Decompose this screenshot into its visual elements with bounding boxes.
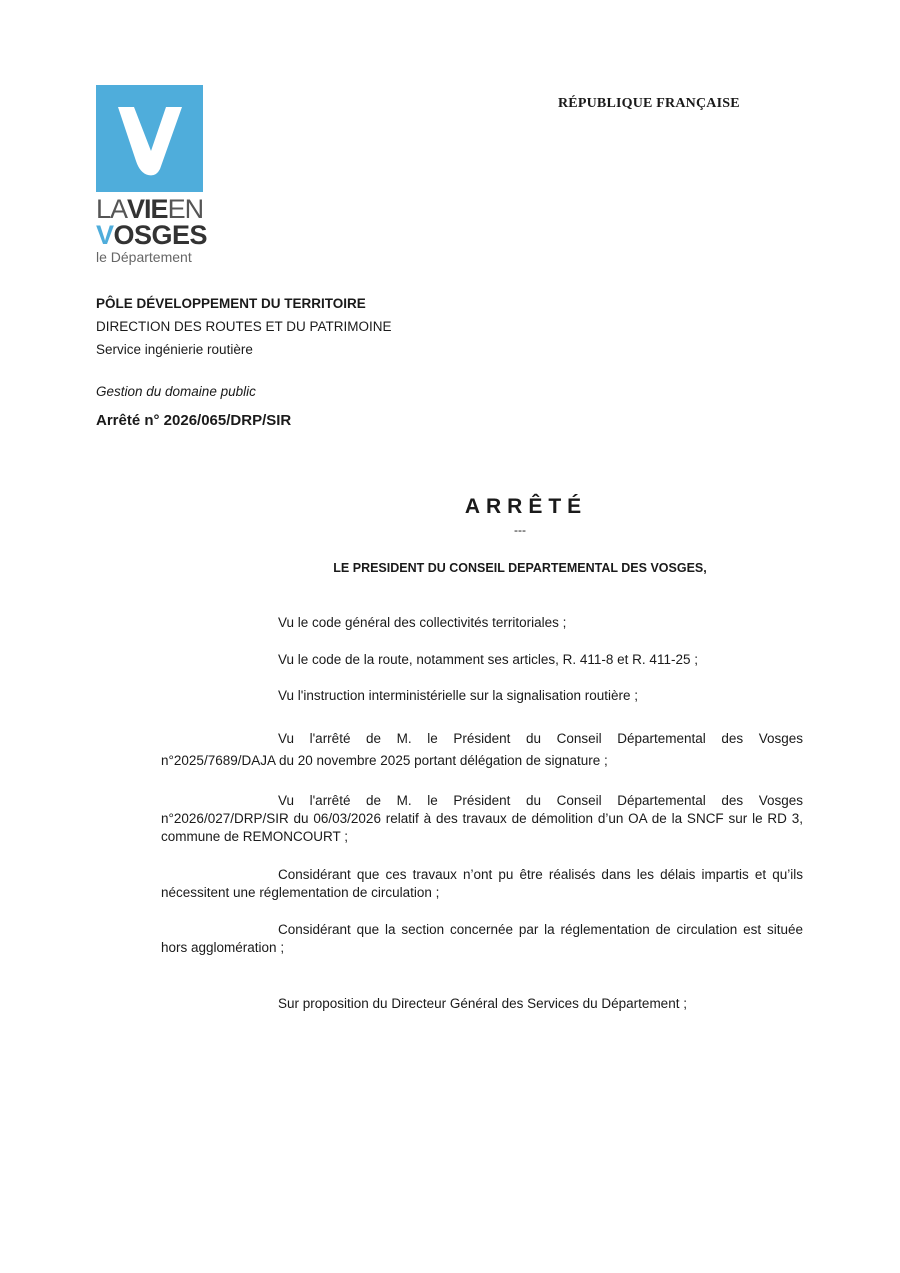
service-name: Service ingénierie routière	[96, 342, 253, 357]
visa-paragraph: Vu l'arrêté de M. le Président du Conseil Départemental des Vosges n°2025/7689/DAJA du 20 novembre 2025 portant délégation de signature ;	[161, 731, 803, 768]
visa-paragraph: Vu l'instruction interministérielle sur la signalisation routière ;	[278, 688, 638, 703]
logo-subtitle: le Département	[96, 249, 192, 265]
logo-v-icon	[96, 85, 203, 192]
title-separator: ---	[514, 523, 526, 537]
logo-text-line2: VOSGES	[96, 220, 208, 250]
issuer-line: LE PRESIDENT DU CONSEIL DEPARTEMENTAL DES VOSGES,	[333, 561, 707, 575]
logo-text-line1: LAVIEEN	[96, 194, 204, 224]
subject-category: Gestion du domaine public	[96, 384, 256, 399]
direction-name: DIRECTION DES ROUTES ET DU PATRIMOINE	[96, 319, 392, 334]
visa-paragraph: Vu l'arrêté de M. le Président du Conseil Départemental des Vosges n°2026/027/DRP/SIR du 06/03/2026 relatif à des travaux de démolition d’un OA de la SNCF sur le RD 3, commune de REMONCOURT ;	[161, 793, 803, 844]
document-title: ARRÊTÉ	[464, 495, 588, 518]
pole-name: PÔLE DÉVELOPPEMENT DU TERRITOIRE	[96, 296, 366, 311]
visa-paragraph: Vu le code général des collectivités territoriales ;	[278, 615, 567, 630]
arrete-number: Arrêté n° 2026/065/DRP/SIR	[96, 412, 292, 429]
visa-paragraph: Vu le code de la route, notamment ses articles, R. 411-8 et R. 411-25 ;	[278, 652, 698, 667]
proposition-paragraph: Sur proposition du Directeur Général des Services du Département ;	[278, 996, 687, 1011]
considerant-paragraph: Considérant que la section concernée par la réglementation de circulation est située hors agglomération ;	[161, 922, 803, 955]
department-logo	[96, 85, 208, 267]
considerant-paragraph: Considérant que ces travaux n’ont pu être réalisés dans les délais impartis et qu’ils nécessitent une réglementation de circulation ;	[161, 867, 803, 900]
republique-heading: RÉPUBLIQUE FRANÇAISE	[558, 96, 740, 111]
